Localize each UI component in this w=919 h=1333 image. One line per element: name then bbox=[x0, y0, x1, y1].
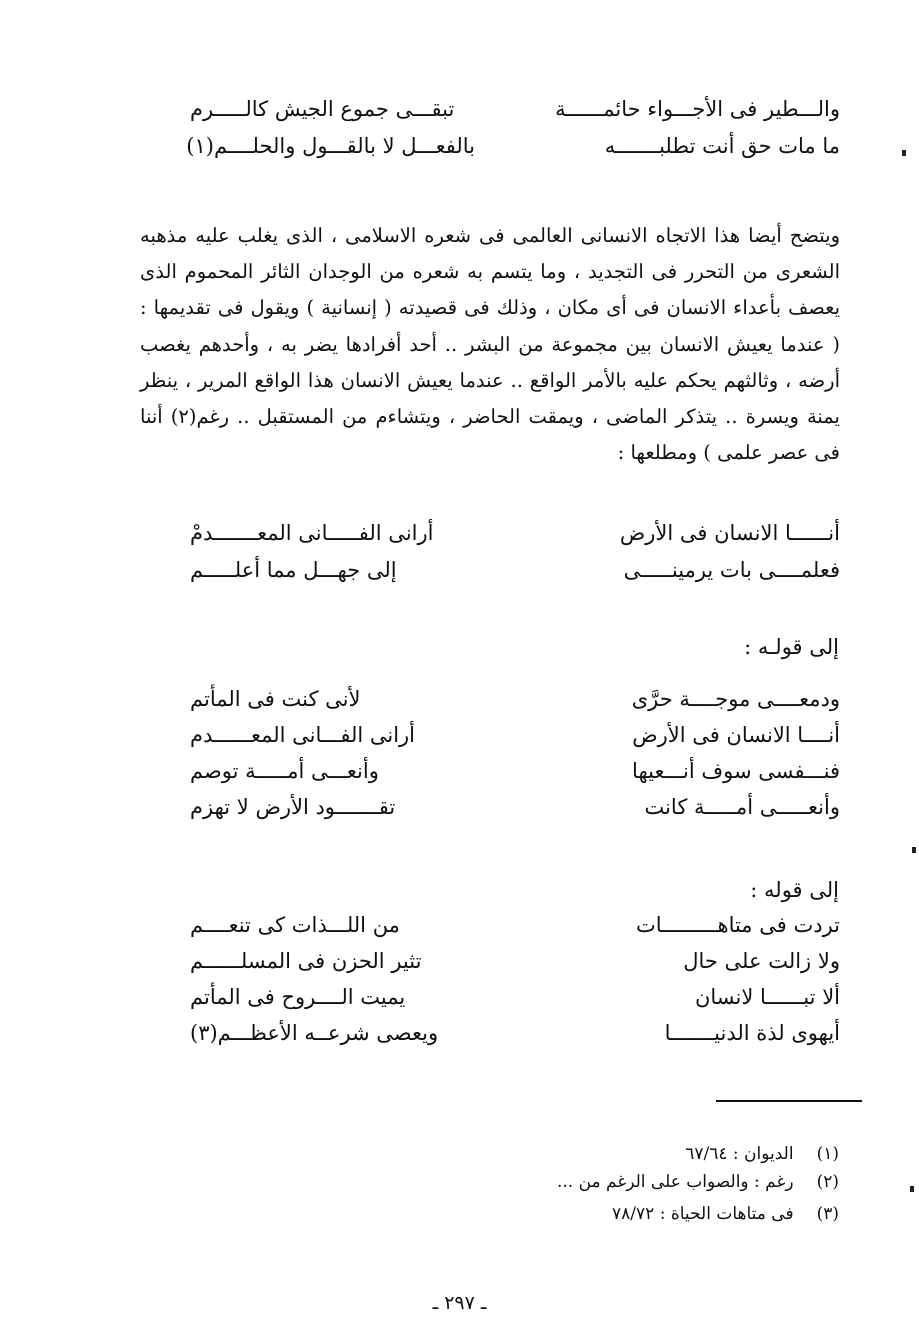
verse-line bbox=[190, 908, 840, 942]
footnote-text: فى متاهات الحياة : ٧٨/٧٢ bbox=[612, 1204, 794, 1224]
verse-second-hemistich: ويعصى شرعــه الأعظـــم(٣) bbox=[190, 1021, 439, 1045]
verse-second-hemistich: وأنعـــى أمـــــة توصم bbox=[190, 759, 379, 783]
footnote-separator bbox=[716, 1100, 862, 1102]
verse-line bbox=[190, 1016, 840, 1050]
verse-second-hemistich: لأنى كنت فى المأتم bbox=[190, 687, 361, 711]
verse-first-hemistich: ودمعــــى موجــــة حرَّى bbox=[631, 687, 840, 711]
verse-second-hemistich: أرانى الفـــانى المعــــــدم bbox=[190, 723, 416, 747]
verse-first-hemistich: أيهوى لذة الدنيـــــــا bbox=[664, 1021, 840, 1045]
verse-first-hemistich: ألا تبــــــا لانسان bbox=[694, 985, 840, 1009]
verse-first-hemistich: أنــــا الانسان فى الأرض bbox=[632, 723, 840, 747]
verse-line bbox=[190, 682, 840, 716]
footnote-number: (٣) bbox=[816, 1204, 839, 1224]
footnote bbox=[612, 1200, 839, 1228]
verse-second-hemistich: بالفعـــل لا بالقـــول والحلــــم(١) bbox=[186, 134, 475, 158]
verse-second-hemistich: من اللـــذات كى تنعــــم bbox=[190, 913, 400, 937]
page-number: ـ ٢٩٧ ـ bbox=[432, 1292, 487, 1314]
verse-first-hemistich: ولا زالت على حال bbox=[683, 949, 840, 973]
section-label: إلى قولـه : bbox=[744, 635, 839, 659]
footnote-number: (٢) bbox=[816, 1172, 839, 1192]
verse-first-hemistich: أنــــــا الانسان فى الأرض bbox=[619, 521, 840, 545]
verse-line bbox=[190, 790, 840, 824]
verse-second-hemistich: تبقـــى جموع الجيش كالـــــرم bbox=[190, 97, 455, 121]
verse-line bbox=[190, 944, 840, 978]
verse-line bbox=[190, 754, 840, 788]
verse-second-hemistich: تثير الحزن فى المسلــــــم bbox=[190, 949, 422, 973]
verse-first-hemistich: والـــطير فى الأجـــواء حائمــــــة bbox=[555, 97, 840, 121]
verse-first-hemistich: فنـــفسى سوف أنـــعيها bbox=[632, 759, 840, 783]
verse-second-hemistich: يميت الــــروح فى المأتم bbox=[190, 985, 406, 1009]
footnote bbox=[557, 1168, 839, 1196]
scan-mark bbox=[910, 1186, 914, 1192]
verse-line bbox=[186, 129, 840, 163]
footnote-number: (١) bbox=[816, 1144, 839, 1164]
verse-line bbox=[190, 980, 840, 1014]
verse-second-hemistich: تقـــــــود الأرض لا تهزم bbox=[190, 795, 396, 819]
footnote-text: الديوان : ٦٧/٦٤ bbox=[685, 1144, 794, 1164]
footnote bbox=[685, 1140, 839, 1168]
verse-second-hemistich: إلى جهـــل مما أعلـــــم bbox=[190, 558, 397, 582]
verse-first-hemistich: تردت فى متاهـــــــــات bbox=[635, 913, 840, 937]
verse-first-hemistich: فعلمــــى بات يرمينـــــى bbox=[623, 558, 840, 582]
scan-mark bbox=[912, 847, 916, 853]
verse-line bbox=[190, 92, 840, 126]
section-label: إلى قوله : bbox=[750, 878, 839, 902]
scan-mark bbox=[902, 150, 906, 156]
verse-line bbox=[190, 516, 840, 550]
verse-second-hemistich: أرانى الفـــــانى المعـــــــدمْ bbox=[190, 521, 434, 545]
verse-line bbox=[190, 553, 840, 587]
verse-line bbox=[190, 718, 840, 752]
footnote-text: رغم : والصواب على الرغم من ... bbox=[556, 1172, 794, 1192]
body-paragraph: ويتضح أيضا هذا الاتجاه الانسانى العالمى فى شعره الاسلامى ، الذى يغلب عليه مذهبه الشعرى من التحرر فى التجديد ، وما يتسم به شعره من الوجدان الثائر المحموم الذى يعصف بأعداء الانسان فى أى مكان ، وذلك فى قصيدته ( إنسانية ) ويقول فى تقديمها : ( عندما يعيش الانسان بين مجموعة من البشر .. أحد أفرادها يضر به ، وأحدهم يغصب أرضه ، وثالثهم يحكم عليه بالأمر الواقع .. عندما يعيش الانسان هذا الواقع المرير ، ينظر يمنة ويسرة .. يتذكر الماضى ، ويمقت الحاضر ، ويتشاءم من المستقبل .. رغم(٢) أننا فى عصر علمى ) ومطلعها : bbox=[140, 224, 840, 465]
verse-first-hemistich: ما مات حق أنت تطلبـــــــه bbox=[604, 134, 840, 158]
verse-first-hemistich: وأنعـــــى أمـــــة كانت bbox=[644, 795, 840, 819]
